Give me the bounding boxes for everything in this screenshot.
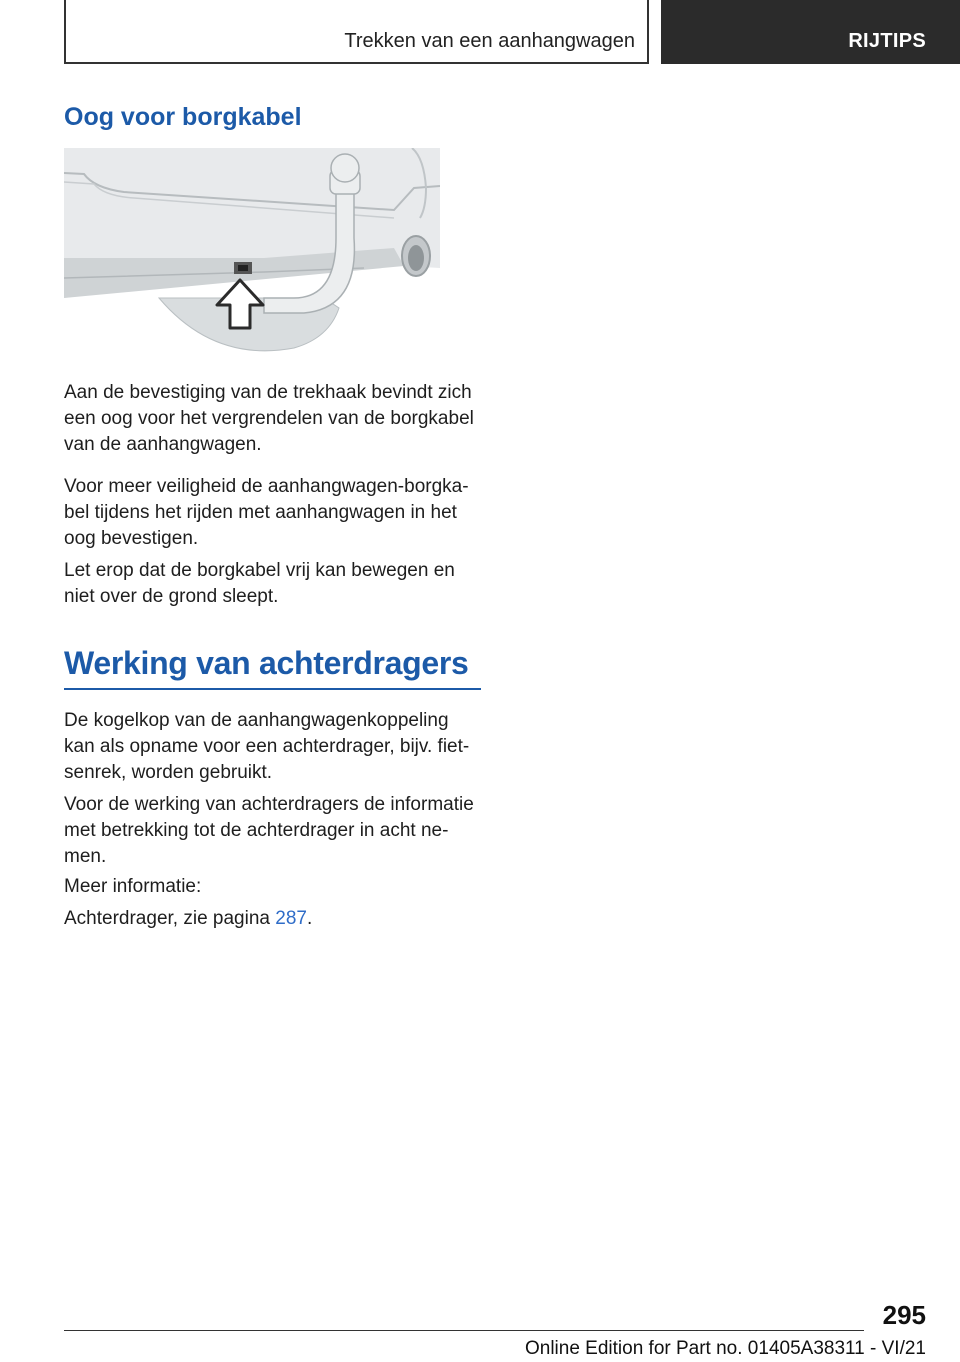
footer-edition: Online Edition for Part no. 01405A38311 - VI/21 bbox=[524, 1338, 926, 1359]
footer-divider bbox=[64, 1330, 864, 1331]
reference-suffix: . bbox=[306, 908, 313, 929]
paragraph: Aan de bevestiging van de trekhaak bevindt zich een oog voor het vergrendelen van de borgkabel van de aanhangwagen. bbox=[64, 382, 474, 455]
header-section-box bbox=[64, 0, 649, 64]
paragraph: Voor meer veiligheid de aanhangwagen-borgkabel tijdens het rijden met aanhangwagen in het oog bevestigen. bbox=[64, 476, 469, 549]
page-link[interactable]: 287 bbox=[275, 908, 307, 929]
header-section-title: Trekken van een aanhangwagen bbox=[344, 30, 635, 52]
heading-underline bbox=[64, 688, 481, 690]
cross-reference bbox=[64, 906, 484, 932]
section-heading-achterdragers: Werking van achterdragers bbox=[64, 645, 469, 681]
reference-prefix: Achterdrager, zie pagina bbox=[64, 908, 276, 929]
paragraph: De kogelkop van de aanhangwagenkoppeling kan als opname voor een achterdrager, bijv. fietsenrek, worden gebruikt. bbox=[64, 710, 470, 783]
paragraph: Let erop dat de borgkabel vrij kan bewegen en niet over de grond sleept. bbox=[64, 560, 455, 607]
page-number: 295 bbox=[882, 1300, 926, 1330]
chapter-label: RIJTIPS bbox=[848, 30, 926, 52]
paragraph: Voor de werking van achterdragers de informatie met betrekking tot de achterdrager in acht nemen. bbox=[64, 794, 474, 867]
tow-hook-illustration bbox=[64, 148, 440, 358]
header-chapter-tab[interactable] bbox=[661, 0, 960, 64]
paragraph: Meer informatie: bbox=[64, 876, 202, 897]
section-heading-borgkabel: Oog voor borgkabel bbox=[64, 103, 302, 131]
